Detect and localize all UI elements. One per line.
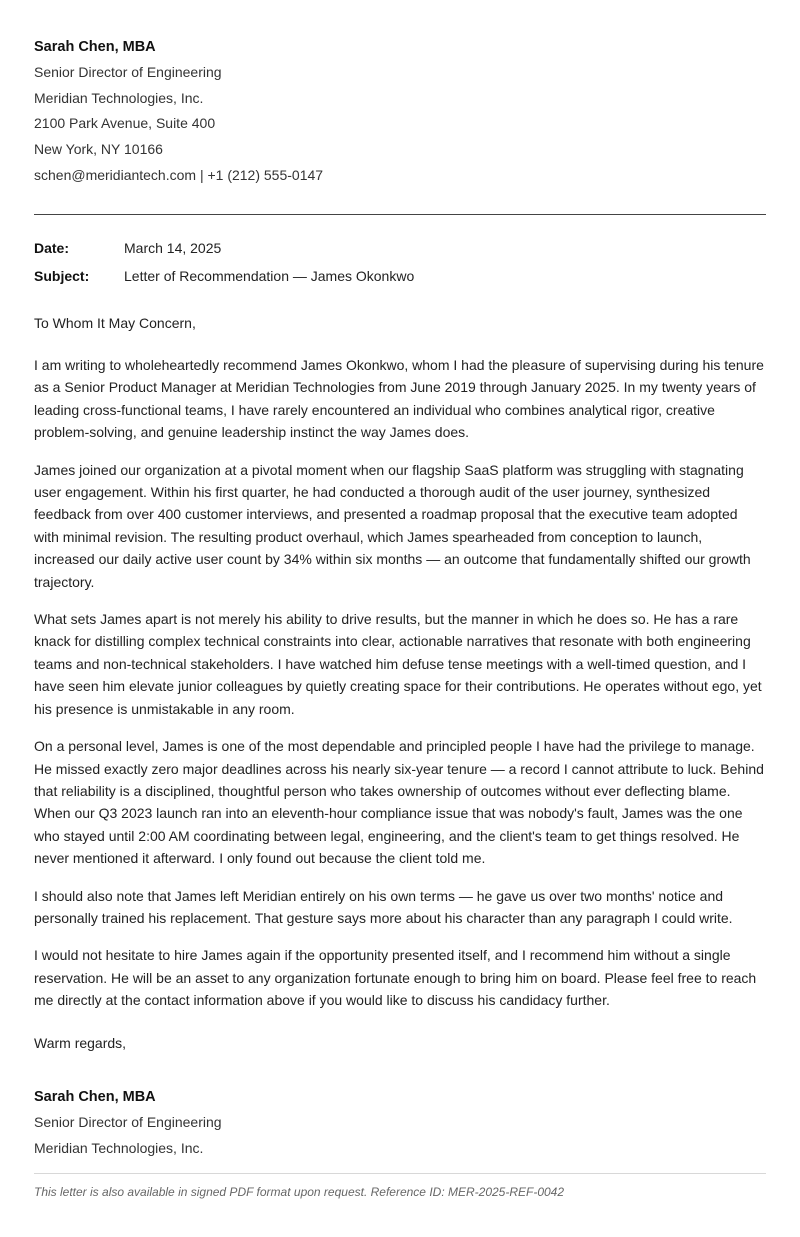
sender-name: Sarah Chen, MBA [34,39,156,55]
header-divider [34,214,766,215]
sender-address-line2: New York, NY 10166 [34,141,163,158]
body-paragraph: I should also note that James left Meridian entirely on his own terms — he gave us over two months' notice and personally trained his replacement. That gesture says more about his character than any paragraph I could write. [34,887,733,926]
subject-label: Subject: [34,268,90,284]
salutation: To Whom It May Concern, [34,315,196,331]
letter-meta [34,238,414,294]
body-paragraph: On a personal level, James is one of the most dependable and principled people I have had the privilege to manage. He missed exactly zero major deadlines across his nearly six-year tenure — a record I cannot attribute to luck. Behind that reliability is a disciplined, thoughtful person who takes ownership of outcomes without ever deflecting blame. When our Q3 2023 launch ran into an eleventh-hour compliance issue that was nobody's fault, James was the one who stayed until 2:00 AM coordinating between legal, engineering, and the client's team to get things resolved. He never mentioned it afterward. I only found out because the client told me. [34,738,764,867]
date-value: March 14, 2025 [124,240,222,256]
closing: Warm regards, [34,1035,127,1051]
sender-contact: schen@meridiantech.com | +1 (212) 555-0147 [34,166,324,183]
date-label: Date: [34,240,70,256]
signature-title: Senior Director of Engineering [34,1114,222,1130]
subject-row [34,266,414,286]
body-paragraph: I am writing to wholeheartedly recommend James Okonkwo, whom I had the pleasure of supervising during his tenure as a Senior Product Manager at Meridian Technologies from June 2019 through January 2025. In my twenty years of leading cross-functional teams, I have rarely encountered an individual who combines analytical rigor, creative problem-solving, and genuine leadership instinct the way James does. [34,357,764,441]
signature-name: Sarah Chen, MBA [34,1089,156,1105]
body-paragraph: I would not hesitate to hire James again if the opportunity presented itself, and I recommend him without a single reservation. He will be an asset to any organization fortunate enough to bring him on board. Please feel free to reach me directly at the contact information above if you would like to discuss his candidacy further. [34,947,757,1009]
sender-title: Senior Director of Engineering [34,64,222,80]
body-paragraph: What sets James apart is not merely his ability to drive results, but the manner in which he does so. He has a rare knack for distilling complex technical constraints into clear, actionable narratives that resonate with both engineering teams and non-technical stakeholders. I have watched him defuse tense meetings with a well-timed question, and I have seen him elevate junior colleagues by quietly creating space for their contributions. He operates without ego, yet his presence is unmistakable in any room. [34,611,762,717]
body-paragraph: James joined our organization at a pivotal moment when our flagship SaaS platform was struggling with stagnating user engagement. Within his first quarter, he had conducted a thorough audit of the user journey, synthesized feedback from over 400 customer interviews, and presented a roadmap proposal that the executive team adopted with minimal revision. The resulting product overhaul, which James spearheaded from conception to launch, increased our daily active user count by 34% within six months — an outcome that fundamentally shifted our growth trajectory. [34,461,751,590]
signature-block [34,1087,222,1163]
letter-body [34,354,766,1027]
sender-block [34,0,766,185]
subject-value: Letter of Recommendation — James Okonkwo [124,268,415,284]
date-row [34,238,414,258]
footnote: This letter is also available in signed PDF format upon request. Reference ID: MER-2025-REF-0042 [34,1185,565,1199]
sender-address-line1: 2100 Park Avenue, Suite 400 [34,115,216,132]
signature-company: Meridian Technologies, Inc. [34,1139,204,1156]
footer-divider [34,1173,766,1174]
sender-company: Meridian Technologies, Inc. [34,89,204,106]
